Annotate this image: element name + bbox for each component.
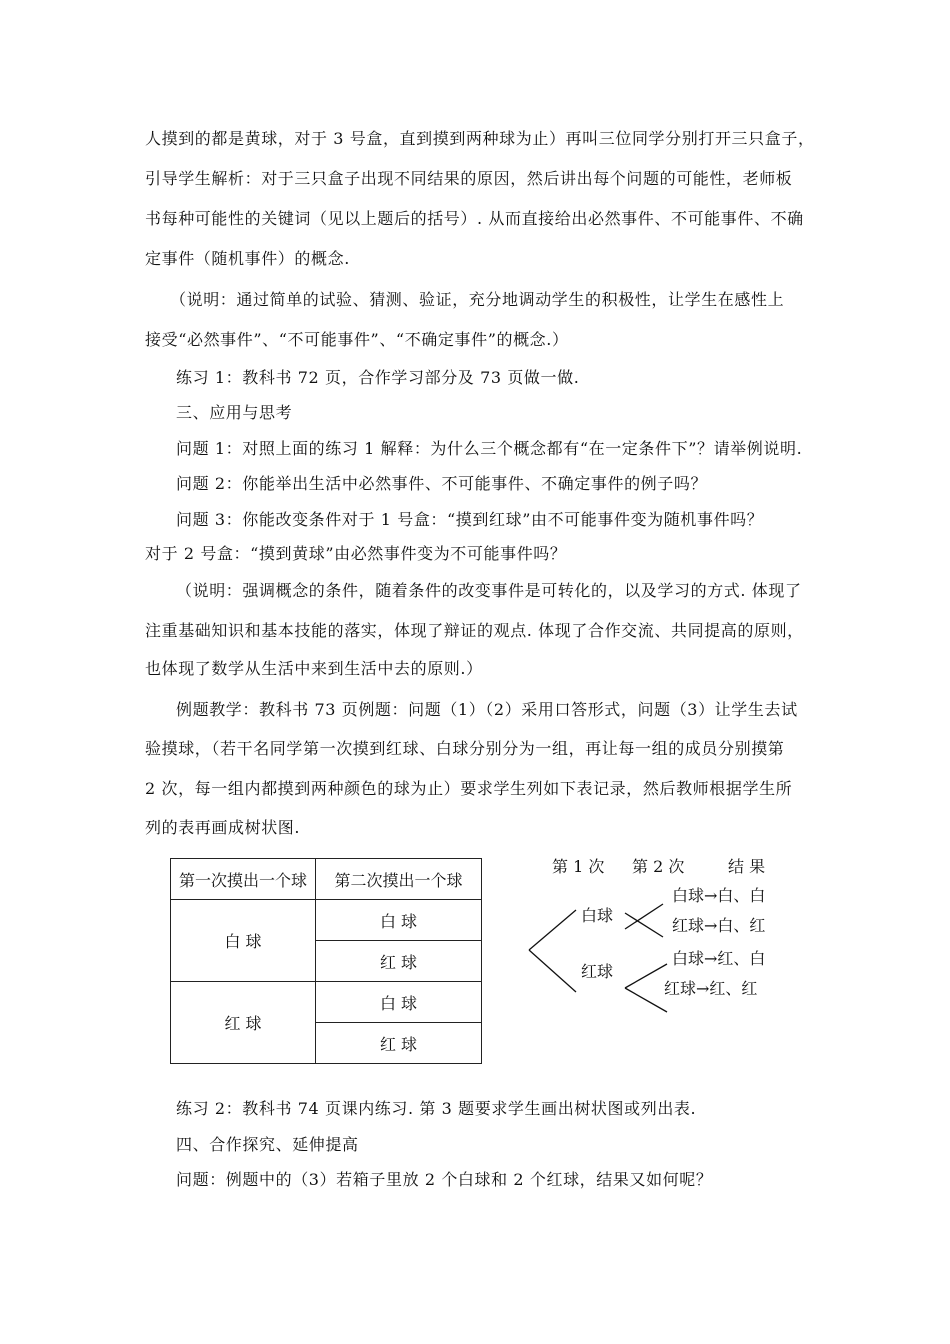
example-line: 2 次，每一组内都摸到两种颜色的球为止）要求学生列如下表记录，然后教师根据学生所 [145, 779, 793, 798]
tree-result: 白球→白、白 [672, 886, 766, 905]
tree-branch-white-white [625, 904, 663, 929]
final-question: 问题：例题中的（3）若箱子里放 2 个白球和 2 个红球，结果又如何呢？ [176, 1170, 713, 1189]
tree-branch-white-red [625, 913, 663, 937]
tree-branch-red-red [625, 988, 667, 1012]
note-line: 注重基础知识和基本技能的落实，体现了辩证的观点. 体现了合作交流、共同提高的原则， [145, 621, 804, 640]
exercise-1: 练习 1：教科书 72 页，合作学习部分及 73 页做一做. [176, 368, 580, 387]
example-line: 例题教学：教科书 73 页例题：问题（1）（2）采用口答形式，问题（3）让学生去试 [176, 700, 798, 719]
example-line: 验摸球，（若干名同学第一次摸到红球、白球分别分为一组，再让每一组的成员分别摸第 [145, 739, 785, 758]
paragraph-line: 书每种可能性的关键词（见以上题后的括号）. 从而直接给出必然事件、不可能事件、不确 [145, 209, 804, 228]
table-cell-first-white: 白 球 [171, 900, 316, 982]
record-table [170, 858, 482, 1064]
table-cell-second: 红 球 [316, 941, 482, 982]
tree-result: 红球→红、红 [664, 979, 758, 998]
tree-result: 红球→白、红 [672, 916, 766, 935]
question-1: 问题 1：对照上面的练习 1 解释：为什么三个概念都有“在一定条件下”？请举例说明. [176, 439, 803, 458]
table-cell-second: 红 球 [316, 1023, 482, 1064]
table-header-first: 第一次摸出一个球 [171, 859, 316, 900]
table-cell-second: 白 球 [316, 900, 482, 941]
tree-header-result: 结 果 [728, 857, 766, 876]
table-header-second: 第二次摸出一个球 [316, 859, 482, 900]
example-line: 列的表再画成树状图. [145, 818, 301, 837]
tree-branch-root-red [529, 950, 576, 992]
question-3-line-2: 对于 2 号盒：“摸到黄球”由必然事件变为不可能事件吗？ [145, 544, 567, 563]
tree-branch-root-white [529, 910, 576, 950]
tree-branch-red-white [625, 964, 667, 988]
section-4-title: 四、合作探究、延伸提高 [176, 1135, 359, 1154]
tree-node-white: 白球 [581, 906, 614, 925]
paragraph-line: 人摸到的都是黄球，对于 3 号盒，直到摸到两种球为止）再叫三位同学分别打开三只盒子， [145, 129, 815, 148]
note-line: （说明：通过简单的试验、猜测、验证，充分地调动学生的积极性，让学生在感性上 [170, 290, 785, 309]
section-3-title: 三、应用与思考 [176, 403, 293, 422]
tree-header-second: 第 2 次 [632, 857, 685, 876]
paragraph-line: 引导学生解析：对于三只盒子出现不同结果的原因，然后讲出每个问题的可能性，老师板 [145, 169, 793, 188]
question-2: 问题 2：你能举出生活中必然事件、不可能事件、不确定事件的例子吗？ [176, 474, 708, 493]
question-3-line-1: 问题 3：你能改变条件对于 1 号盒：“摸到红球”由不可能事件变为随机事件吗？ [176, 510, 764, 529]
tree-node-red: 红球 [581, 962, 614, 981]
exercise-2: 练习 2：教科书 74 页课内练习. 第 3 题要求学生画出树状图或列出表. [176, 1099, 697, 1118]
paragraph-line: 定事件（随机事件）的概念. [145, 249, 350, 268]
note-line: 也体现了数学从生活中来到生活中去的原则.） [145, 659, 483, 678]
tree-header-first: 第 1 次 [552, 857, 605, 876]
table-cell-second: 白 球 [316, 982, 482, 1023]
note-line: 接受“必然事件”、“不可能事件”、“不确定事件”的概念.） [145, 330, 569, 349]
note-line: （说明：强调概念的条件，随着条件的改变事件是可转化的，以及学习的方式. 体现了 [176, 581, 802, 600]
tree-result: 白球→红、白 [672, 949, 766, 968]
table-cell-first-red: 红 球 [171, 982, 316, 1064]
